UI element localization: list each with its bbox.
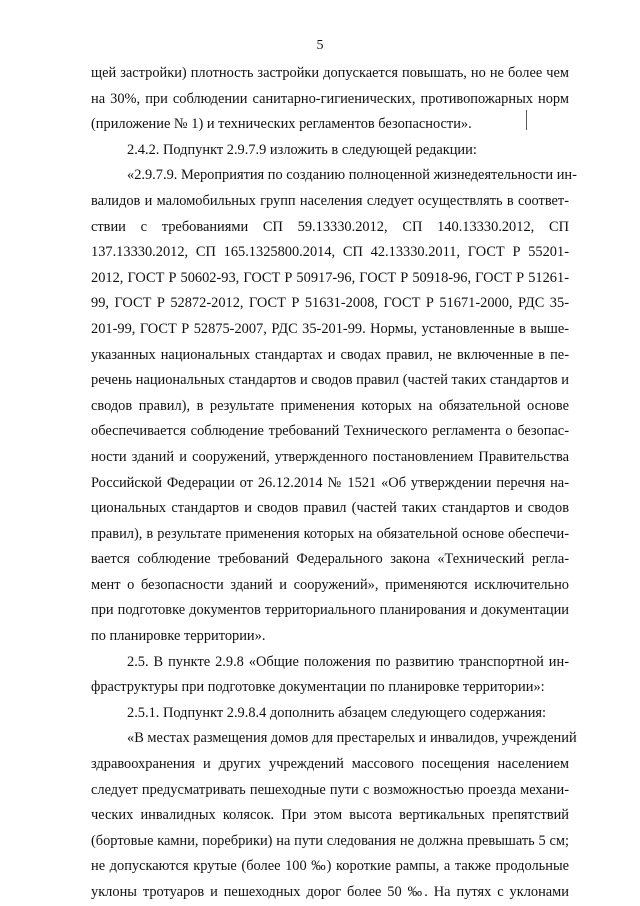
text-line: ствии с требованиями СП 59.13330.2012, СП 140.13330.2012, СП bbox=[91, 218, 569, 235]
text-line: щей застройки) плотность застройки допускается повышать, но не более чем bbox=[91, 65, 569, 81]
text-line: Российской Федерации от 26.12.2014 № 1521 «Об утверждении перечня на- bbox=[91, 474, 569, 491]
text-line: вается соблюдение требований Федерального закона «Технический регла- bbox=[91, 551, 569, 568]
text-line: при подготовке документов территориального планирования и документации bbox=[91, 602, 569, 619]
text-line: следует предусматривать пешеходные пути с возможностью проезда механи- bbox=[91, 781, 569, 798]
text-line: «В местах размещения домов для престарелых и инвалидов, учреждений bbox=[127, 730, 577, 747]
text-line: «2.9.7.9. Мероприятия по созданию полноценной жизнедеятельности ин- bbox=[127, 167, 577, 184]
text-line: фраструктуры при подготовке документации по планировке территории»: bbox=[91, 679, 545, 696]
text-line: уклоны тротуаров и пешеходных дорог более 50 ‰. На путях с уклонами bbox=[91, 884, 569, 900]
text-line: на 30%, при соблюдении санитарно-гигиенических, противопожарных норм bbox=[91, 90, 569, 107]
document-body bbox=[91, 61, 577, 906]
text-line: ности зданий и сооружений, утвержденного постановлением Правительства bbox=[91, 448, 569, 465]
text-line: правил), в результате применения которых на обязательной основе обеспечи- bbox=[91, 525, 569, 542]
text-line: циональных стандартов и сводов правил (частей таких стандартов и сводов bbox=[91, 500, 569, 517]
text-line: валидов и маломобильных групп населения следует осуществлять в соответ- bbox=[91, 192, 569, 209]
text-line: 2.5. В пункте 2.9.8 «Общие положения по развитию транспортной ин- bbox=[127, 653, 569, 670]
text-line: мент о безопасности зданий и сооружений», применяются исключительно bbox=[91, 576, 569, 593]
text-line: не допускаются крутые (более 100 ‰) короткие рампы, а также продольные bbox=[91, 858, 569, 875]
text-line: 2.4.2. Подпункт 2.9.7.9 изложить в следующей редакции: bbox=[127, 141, 477, 158]
text-line: 137.13330.2012, СП 165.1325800.2014, СП 42.13330.2011, ГОСТ Р 55201- bbox=[91, 244, 569, 261]
text-line: (приложение № 1) и технических регламентов безопасности». bbox=[91, 116, 472, 133]
text-line: (бортовые камни, поребрики) на пути следования не должна превышать 5 см; bbox=[91, 832, 569, 849]
text-line: 99, ГОСТ Р 52872-2012, ГОСТ Р 51631-2008, ГОСТ Р 51671-2000, РДС 35- bbox=[91, 295, 569, 312]
text-line: по планировке территории». bbox=[91, 628, 266, 645]
text-line: указанных национальных стандартах и сводах правил, не включенные в пе- bbox=[91, 346, 569, 363]
text-line: сводов правил), в результате применения которых на обязательной основе bbox=[91, 397, 569, 414]
text-line: 2.5.1. Подпункт 2.9.8.4 дополнить абзацем следующего содержания: bbox=[127, 704, 547, 721]
text-line: здравоохранения и других учреждений массового посещения населением bbox=[91, 756, 569, 773]
text-line: речень национальных стандартов и сводов правил (частей таких стандартов и bbox=[91, 372, 569, 389]
text-line: обеспечивается соблюдение требований Технического регламента о безопас- bbox=[91, 423, 569, 440]
page-number: 5 bbox=[316, 38, 324, 53]
text-line: ческих инвалидных колясок. При этом высота вертикальных препятствий bbox=[91, 807, 569, 824]
text-line: 201-99, ГОСТ Р 52875-2007, РДС 35-201-99. Нормы, установленные в выше- bbox=[91, 320, 569, 337]
text-line: 2012, ГОСТ Р 50602-93, ГОСТ Р 50917-96, ГОСТ Р 50918-96, ГОСТ Р 51261- bbox=[91, 269, 569, 286]
